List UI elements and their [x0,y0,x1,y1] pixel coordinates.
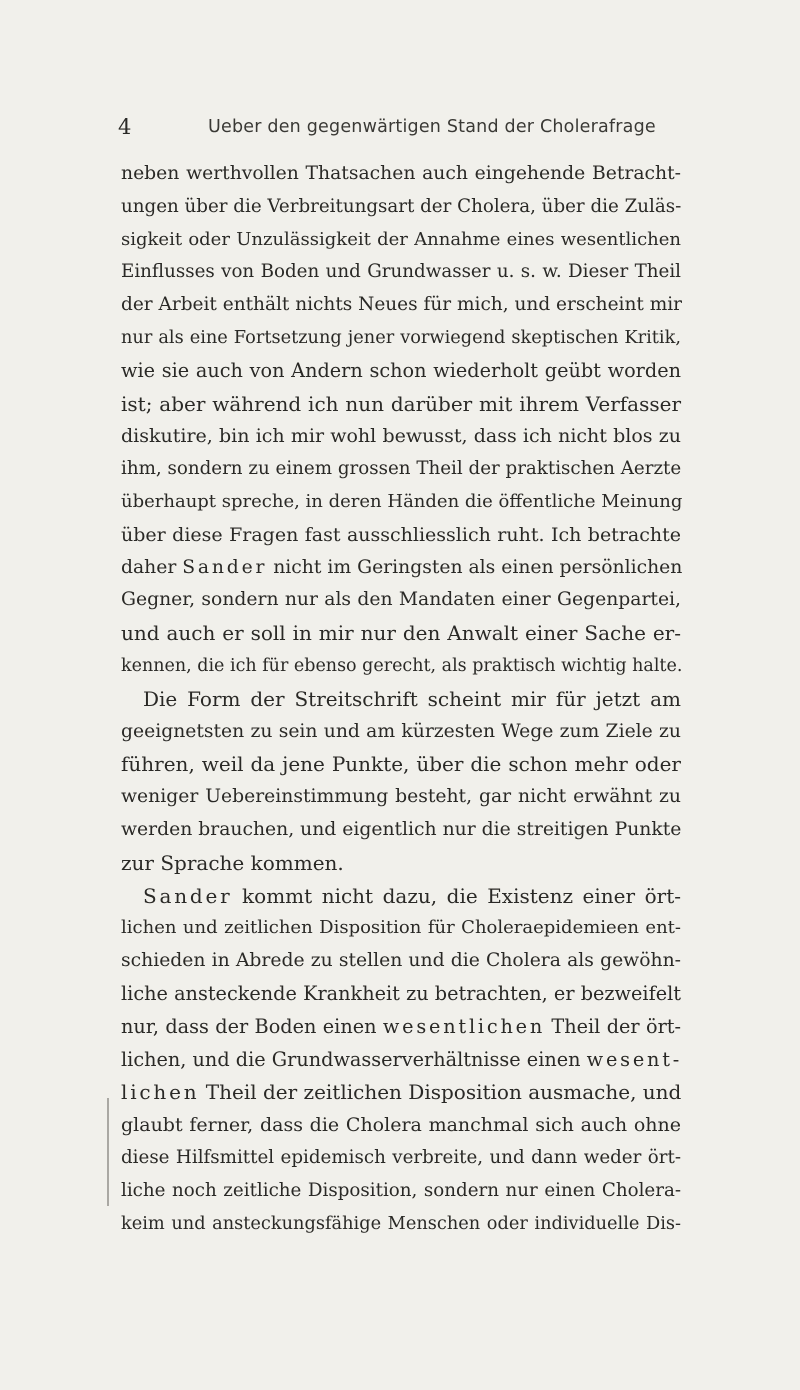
text-line [121,1011,681,1044]
text-line: sigkeit oder Unzulässigkeit der Annahme eines wesentlichen [121,228,681,250]
text-line: lichen und zeitlichen Disposition für Choleraepidemieen ent- [121,917,681,939]
text-line: nur als eine Fortsetzung jener vorwiegend skeptischen Kritik, [121,327,681,348]
text-line: neben werthvollen Thatsachen auch eingehende Betracht- [121,163,681,184]
text-line [121,552,681,585]
text-line: kennen, die ich für ebenso gerecht, als praktisch wichtig halte. [121,655,683,676]
text-line: diese Hilfsmittel epidemisch verbreite, und dann weder ört- [121,1146,681,1168]
text-segment: nur, dass der Boden einen [121,1014,383,1038]
text-line: ungen über die Verbreitungsart der Cholera, über die Zuläs- [121,195,682,217]
text-segment: lichen, und die Grundwasserverhältnisse einen [121,1047,587,1071]
text-line: werden brauchen, und eigentlich nur die streitigen Punkte [121,818,682,840]
text-line: wie sie auch von Andern schon wiederholt geübt worden [121,358,681,382]
text-line: führen, weil da jene Punkte, über die schon mehr oder [121,752,681,777]
spaced-emphasis: lichen [121,1080,200,1105]
text-line: schieden in Abrede zu stellen und die Cholera als gewöhn- [121,950,681,972]
text-line: Gegner, sondern nur als den Mandaten einer Gegenpartei, [121,589,681,611]
text-line: weniger Uebereinstimmung besteht, gar nicht erwähnt zu [121,786,681,808]
page-number: 4 [118,115,132,139]
spaced-emphasis: wesent- [586,1047,683,1071]
text-line: Einflusses von Boden und Grundwasser u. s. w. Dieser Theil [121,261,681,283]
spaced-emphasis: wesentlichen [382,1014,546,1038]
text-line: keim und ansteckungsfähige Menschen oder individuelle Dis- [121,1213,681,1234]
text-line [121,1076,681,1109]
spaced-name: Sander [182,556,268,578]
text-line: liche noch zeitliche Disposition, sondern nur einen Cholera- [121,1179,681,1201]
text-line: liche ansteckende Krankheit zu betrachten, er bezweifelt [121,981,681,1005]
text-line: über diese Fragen fast ausschliesslich ruht. Ich betrachte [121,523,681,546]
text-segment: daher [121,556,183,578]
text-line: überhaupt spreche, in deren Händen die öffentliche Meinung [121,490,683,512]
text-line: Die Form der Streitschrift scheint mir für jetzt am [143,686,681,711]
text-segment: nicht im Geringsten als einen persönlichen [267,556,683,578]
text-line: ihm, sondern zu einem grossen Theil der praktischen Aerzte [121,458,682,480]
running-title: Ueber den gegenwärtigen Stand der Cholerafrage [208,117,656,137]
text-line [121,880,681,913]
page-header [118,112,678,142]
text-line: glaubt ferner, dass die Cholera manchmal sich auch ohne [121,1114,681,1137]
text-segment: Theil der ört- [545,1014,682,1038]
text-segment: kommt nicht dazu, die Existenz einer ört- [232,883,681,908]
spaced-name: Sander [143,883,233,908]
text-line: ist; aber während ich nun darüber mit ihrem Verfasser [121,391,681,416]
text-segment: Theil der zeitlichen Disposition ausmache, und [199,1080,682,1105]
margin-mark [107,1098,109,1206]
text-line: der Arbeit enthält nichts Neues für mich, und erscheint mir [121,294,682,316]
text-line: geeignetsten zu sein und am kürzesten Wege zum Ziele zu [121,720,681,742]
text-line: und auch er soll in mir nur den Anwalt einer Sache er- [121,621,681,646]
body-text [121,158,681,1240]
text-line: diskutire, bin ich mir wohl bewusst, dass ich nicht blos zu [121,425,681,448]
text-line [121,1044,681,1077]
text-line: zur Sprache kommen. [121,850,344,875]
